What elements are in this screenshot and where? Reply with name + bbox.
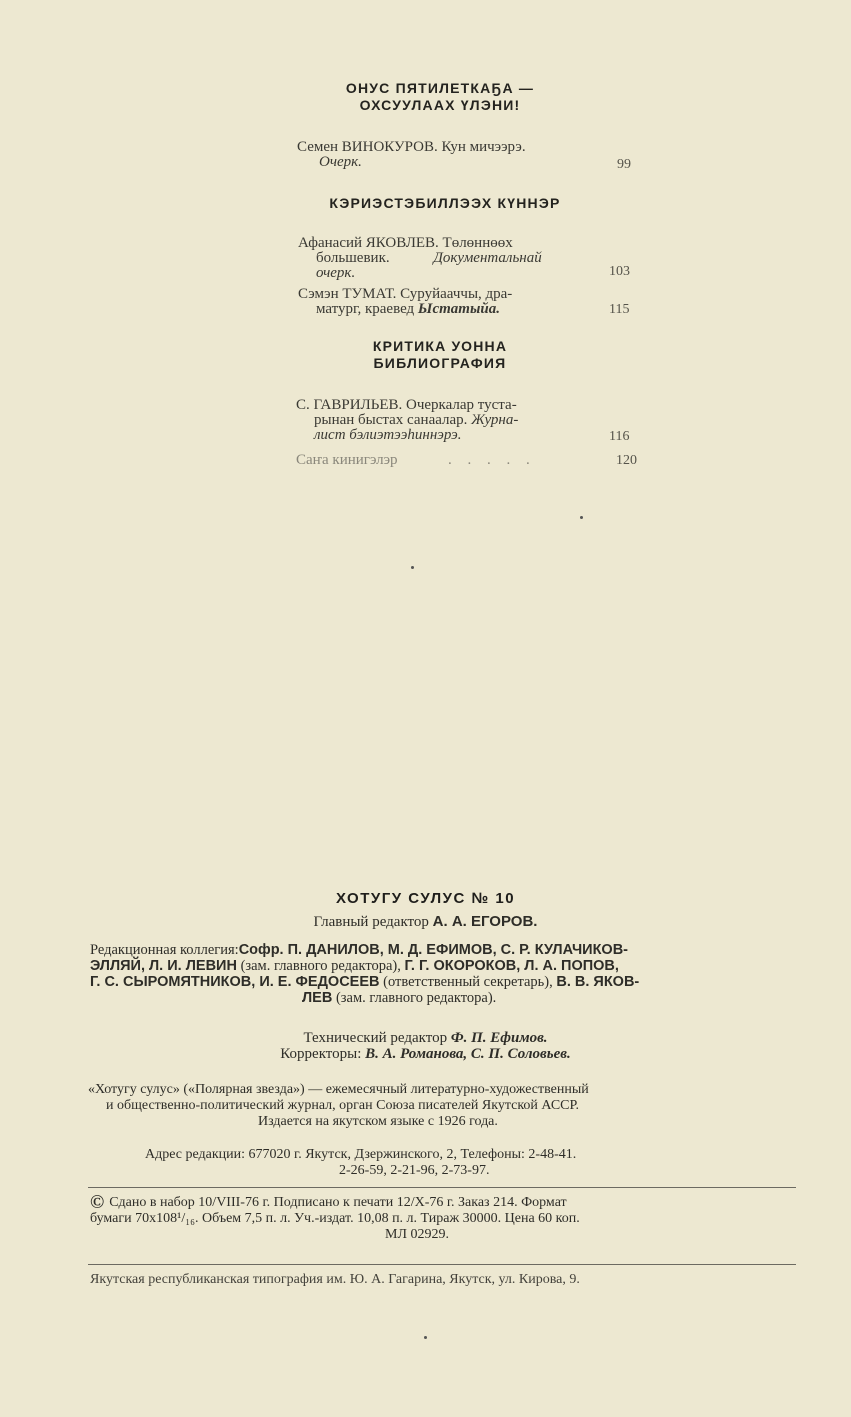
toc-entry-gavriliev [296,398,636,448]
board-names: В. В. ЯКОВ- [556,974,640,990]
toc-entry-genre: лист бэлиэтээһиннэрэ. [314,427,462,443]
page-number: 115 [609,302,630,317]
board-label: Редакционная коллегия: [90,942,239,958]
toc-entry-line [296,413,636,428]
editorial-board [90,942,790,1006]
toc-entry-line [298,302,638,317]
print-speck [411,566,414,569]
toc-entry-text: матург, краевед [316,301,418,317]
board-note: (зам. главного редактора), [236,958,405,974]
toc-entry-line: Саҥа кинигэлэр [296,452,398,468]
print-text: Сдано в набор 10/VIII-76 г. Подписано к печати 12/Х-76 г. Заказ 214. Формат [109,1195,567,1210]
board-names: ЭЛЛЯЙ, Л. И. ЛЕВИН [90,958,237,974]
print-speck [580,516,583,519]
page-number: 120 [616,453,637,468]
toc-entry-new-books [296,453,636,471]
printer-info: Якутская республиканская типография им. Ю. А. Гагарина, Якутск, ул. Кирова, 9. [90,1272,580,1287]
chief-editor-name: А. А. ЕГОРОВ. [432,913,538,930]
print-speck [424,1336,427,1339]
board-note: (зам. главного редактора). [332,990,497,1006]
board-line [90,990,790,1006]
toc-entry-text: большевик. [316,250,390,266]
address-line: Адрес редакции: 677020 г. Якутск, Дзержинского, 2, Телефоны: 2-48-41. [145,1147,577,1162]
section-title-criticism [300,338,580,372]
toc-entry-yakovlev [298,236,638,286]
proofreaders-label: Корректоры: [280,1046,366,1062]
toc-entry-tumat [298,287,638,321]
page-number: 103 [609,264,630,279]
board-names: ЛЕВ [302,990,333,1006]
copyright-icon: © [90,1192,105,1213]
description-line: «Хотугу сулус» («Полярная звезда») — ежемесячный литературно-художественный [88,1082,589,1097]
description-line: Издается на якутском языке с 1926 года. [258,1114,498,1129]
toc-entry-text: рынан быстах санаалар. [314,412,472,428]
print-details [90,1192,790,1243]
toc-leader-dots: . . . . . [448,452,536,468]
toc-entry-line: Афанасий ЯКОВЛЕВ. Төлөннөөх [298,235,513,251]
toc-entry-line: Семен ВИНОКУРОВ. Кун мичээрэ. [297,139,526,155]
page-number: 116 [609,429,630,444]
print-line [90,1192,790,1213]
print-line: МЛ 02929. [385,1227,449,1242]
board-names: Г. С. СЫРОМЯТНИКОВ, И. Е. ФЕДОСЕЕВ [90,974,380,990]
toc-entry-line [298,251,638,266]
board-line [90,958,790,974]
section-title-line: КЭРИЭСТЭБИЛЛЭЭХ КҮННЭР [329,195,561,211]
section-title-memorial-days [280,195,610,212]
toc-entry-genre: Журна- [471,412,519,428]
section-title-5-year-plan [300,80,580,114]
toc-entry-genre: очерк. [316,265,356,281]
section-title-line: КРИТИКА УОННА [372,338,508,354]
section-title-line: ОХСУУЛААХ ҮЛЭНИ! [359,97,521,113]
divider [88,1264,796,1265]
journal-description [88,1082,788,1130]
proofreaders-names: В. А. Романова, С. П. Соловьев. [365,1046,571,1062]
toc-entry-genre: Документальнай [433,250,542,266]
section-title-line: БИБЛИОГРАФИЯ [373,355,507,371]
journal-title: ХОТУГУ СУЛУС № 10 [335,890,516,907]
description-line: и общественно-политический журнал, орган Союза писателей Якутской АССР. [106,1098,580,1113]
address-line: 2-26-59, 2-21-96, 2-73-97. [339,1163,490,1178]
board-names: Г. Г. ОКОРОКОВ, Л. А. ПОПОВ, [404,958,619,974]
toc-entry-line: С. ГАВРИЛЬЕВ. Очеркалар туста- [296,397,517,413]
section-title-line: ОНУС ПЯТИЛЕТКАҔА — [345,80,535,96]
board-names: Софр. П. ДАНИЛОВ, М. Д. ЕФИМОВ, С. Р. КУЛАЧИКОВ- [238,942,628,958]
proofreaders [0,1046,851,1062]
divider [88,1187,796,1188]
board-line [90,974,790,990]
toc-entry-genre: Очерк. [319,154,362,170]
editorial-address [145,1147,785,1179]
toc-entry-line: Сэмэн ТУМАТ. Суруйааччы, дра- [298,286,513,302]
chief-editor-label: Главный редактор [313,914,433,930]
toc-entry-genre: Ыстатыйа. [417,301,500,317]
toc-entry-vinokurov [297,140,637,176]
chief-editor [0,914,851,930]
board-note: (ответственный секретарь), [379,974,557,990]
tech-editor-label: Технический редактор [303,1030,451,1046]
print-line: бумаги 70х108¹/₁₆. Объем 7,5 п. л. Уч.-издат. 10,08 п. л. Тираж 30000. Цена 60 коп. [90,1211,580,1226]
board-line [90,942,790,958]
tech-editor-name: Ф. П. Ефимов. [450,1030,548,1046]
tech-editor [0,1030,851,1046]
page-number: 99 [617,157,631,172]
